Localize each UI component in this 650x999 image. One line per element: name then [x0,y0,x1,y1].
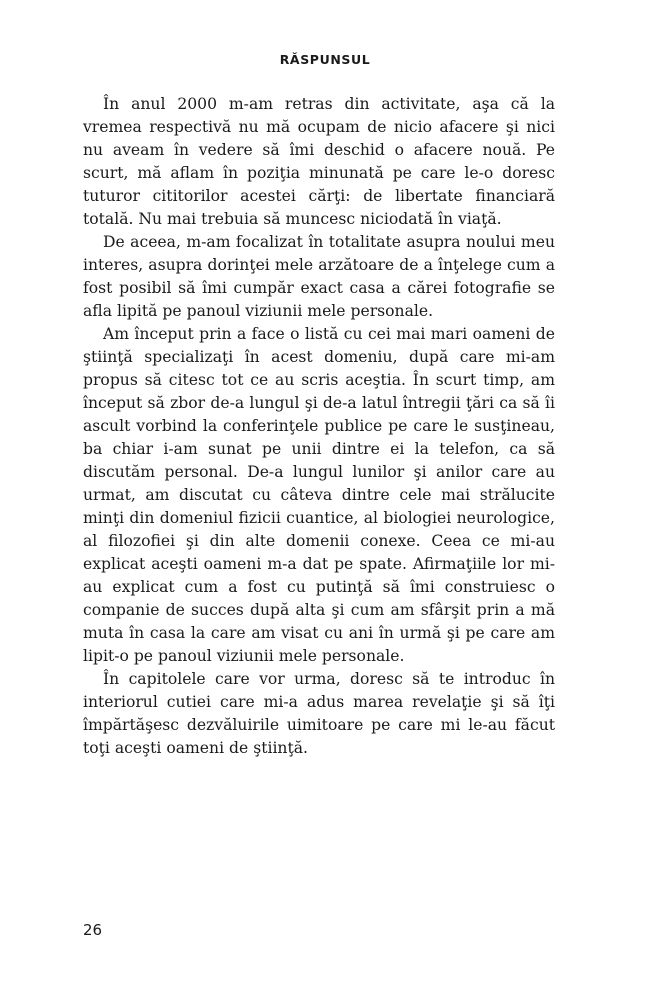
paragraph: În anul 2000 m-am retras din activitate, aşa că la vremea respectivă nu mă ocupam de nicio afacere şi nici nu aveam în vedere să îmi deschid o afacere nouă. Pe scurt, mă aflam în poziţia minunată pe care le-o doresc tuturor cititorilor acestei cărţi: de libertate financiară totală. Nu mai trebuia să muncesc niciodată în viaţă. [83,95,555,228]
running-head: RĂSPUNSUL [279,52,371,67]
paragraph: Am început prin a face o listă cu cei mai mari oameni de ştiinţă specializaţi în acest domeniu, după care mi-am propus să citesc tot ce au scris aceştia. În scurt timp, am început să zbor de-a lungul şi de-a latul întregii ţări ca să îi ascult vorbind la conferinţele publice pe care le susţineau, ba chiar i-am sunat pe unii dintre ei la telefon, ca să discutăm personal. De-a lungul lunilor şi anilor care au urmat, am discutat cu câteva dintre cele mai strălucite minţi din domeniul fizicii cuantice, al biologiei neurologice, al filozofiei şi din alte domenii conexe. Ceea ce mi-au explicat aceşti oameni m-a dat pe spate. Afirmaţiile lor mi-au explicat cum a fost cu putinţă să îmi construiesc o companie de succes după alta şi cum am sfârşit prin a mă muta în casa la care am visat cu ani în urmă şi pe care am lipit-o pe panoul viziunii mele personale. [83,325,555,665]
paragraph: În capitolele care vor urma, doresc să te introduc în interiorul cutiei care mi-a adus marea revelaţie şi să îţi împărtăşesc dezvăluirile uimitoare pe care mi le-au făcut toţi aceşti oameni de ştiinţă. [83,670,555,757]
paragraph: De aceea, m-am focalizat în totalitate asupra noului meu interes, asupra dorinţei mele arzătoare de a înţelege cum a fost posibil să îmi cumpăr exact casa a cărei fotografie se afla lipită pe panoul viziunii mele personale. [83,233,555,320]
body-text [83,93,555,760]
page-number: 26 [83,921,103,939]
